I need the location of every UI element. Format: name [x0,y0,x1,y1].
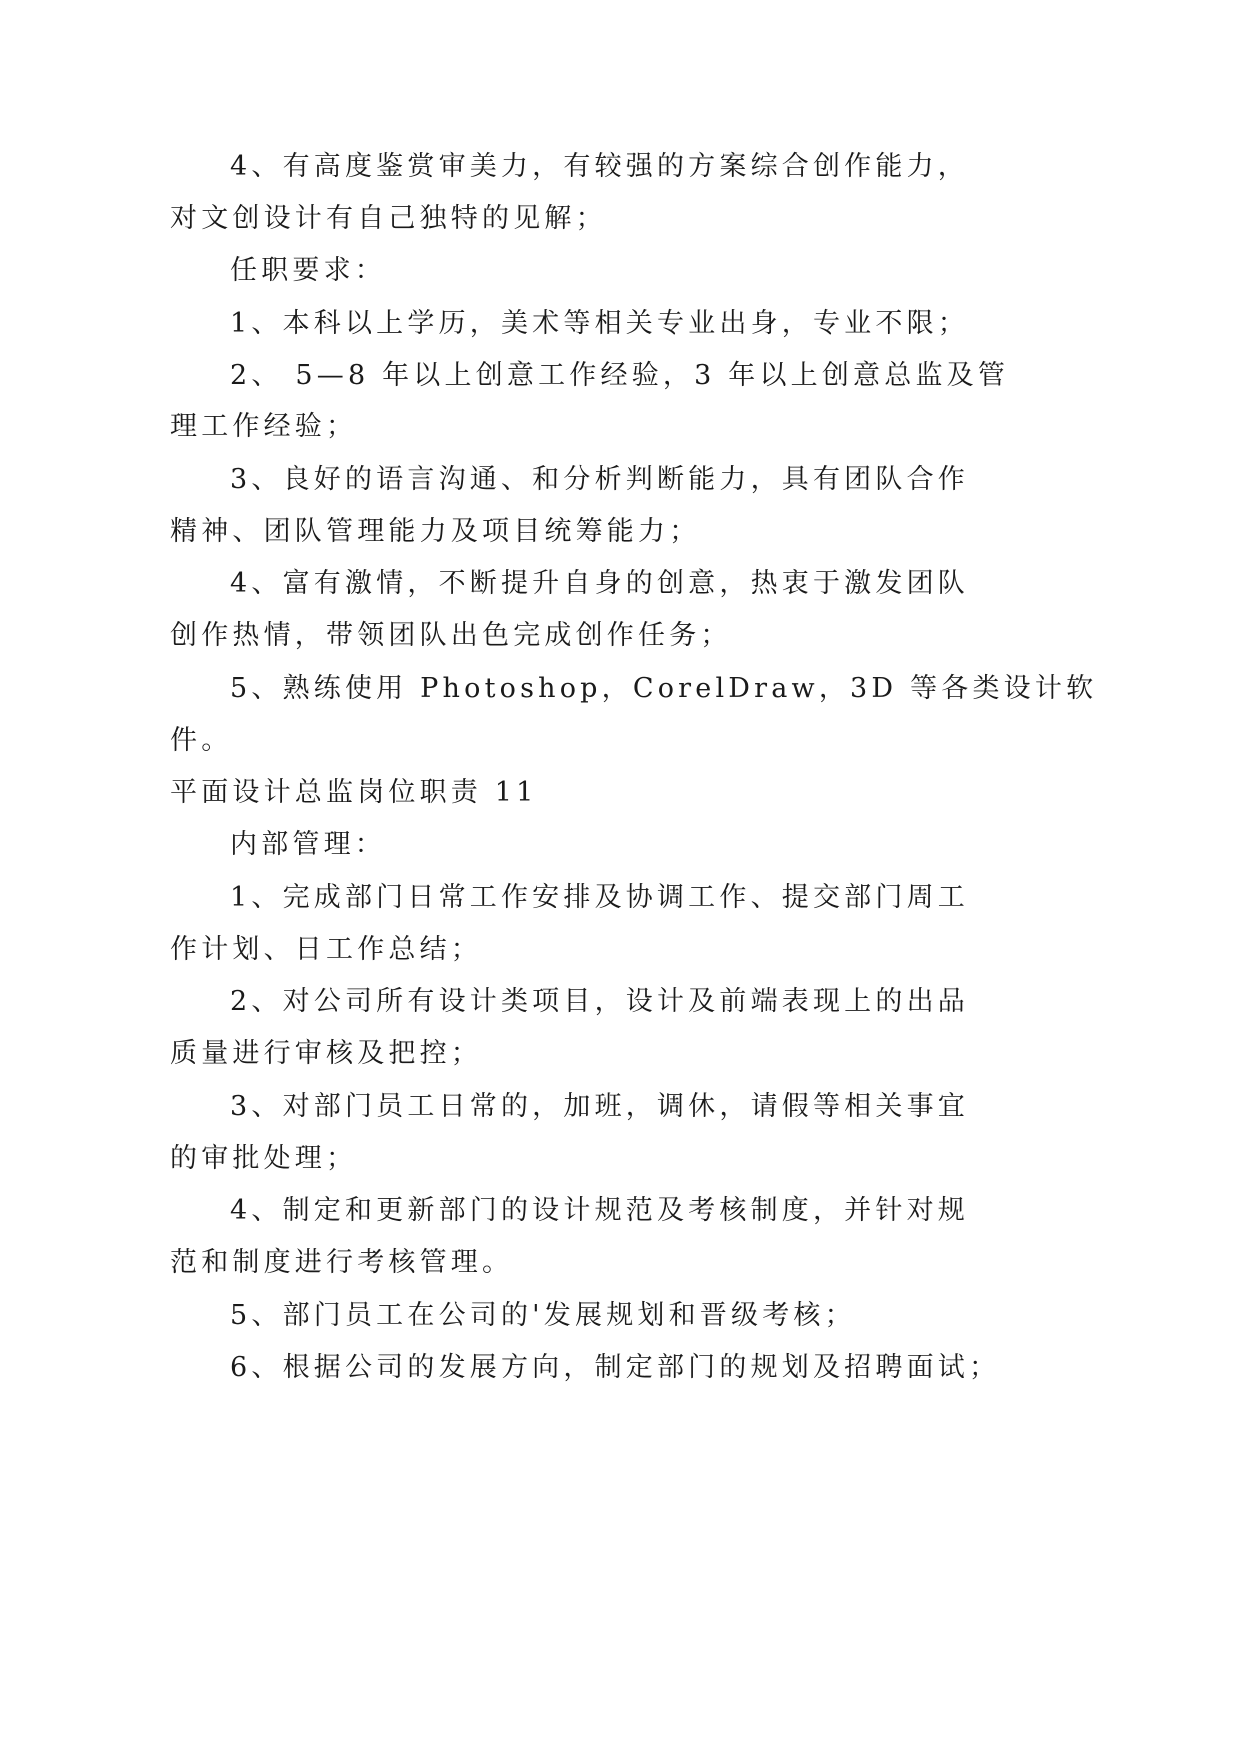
paragraph-line: 范和制度进行考核管理。 [170,1247,514,1278]
paragraph-line: 质量进行审核及把控； [170,1038,482,1069]
paragraph-line: 4、制定和更新部门的设计规范及考核制度，并针对规 [230,1195,969,1226]
paragraph-line: 1、本科以上学历，美术等相关专业出身，专业不限； [230,308,969,339]
paragraph-line: 精神、团队管理能力及项目统筹能力； [170,516,701,547]
paragraph-line: 理工作经验； [170,411,358,442]
paragraph-line: 对文创设计有自己独特的见解； [170,203,607,234]
paragraph-line: 6、根据公司的发展方向，制定部门的规划及招聘面试； [230,1352,1001,1383]
paragraph-line: 4、有高度鉴赏审美力，有较强的方案综合创作能力， [230,151,969,182]
section-label-internal-management: 内部管理： [230,829,386,860]
section-heading: 平面设计总监岗位职责 11 [170,777,538,808]
paragraph-line: 3、对部门员工日常的，加班，调休，请假等相关事宜 [230,1091,969,1122]
paragraph-line: 件。 [170,725,233,756]
paragraph-line: 作计划、日工作总结； [170,934,482,965]
paragraph-line: 5、部门员工在公司的'发展规划和晋级考核； [230,1300,856,1331]
paragraph-line: 2、对公司所有设计类项目，设计及前端表现上的出品 [230,986,969,1017]
paragraph-line: 5、熟练使用 Photoshop，CorelDraw，3D 等各类设计软 [230,673,1098,704]
paragraph-line: 2、 5—8 年以上创意工作经验，3 年以上创意总监及管 [230,360,1010,391]
section-label-requirements: 任职要求： [230,255,386,286]
paragraph-line: 1、完成部门日常工作安排及协调工作、提交部门周工 [230,882,969,913]
paragraph-line: 4、富有激情，不断提升自身的创意，热衷于激发团队 [230,568,969,599]
paragraph-line: 创作热情，带领团队出色完成创作任务； [170,620,732,651]
paragraph-line: 3、良好的语言沟通、和分析判断能力，具有团队合作 [230,464,969,495]
paragraph-line: 的审批处理； [170,1143,358,1174]
